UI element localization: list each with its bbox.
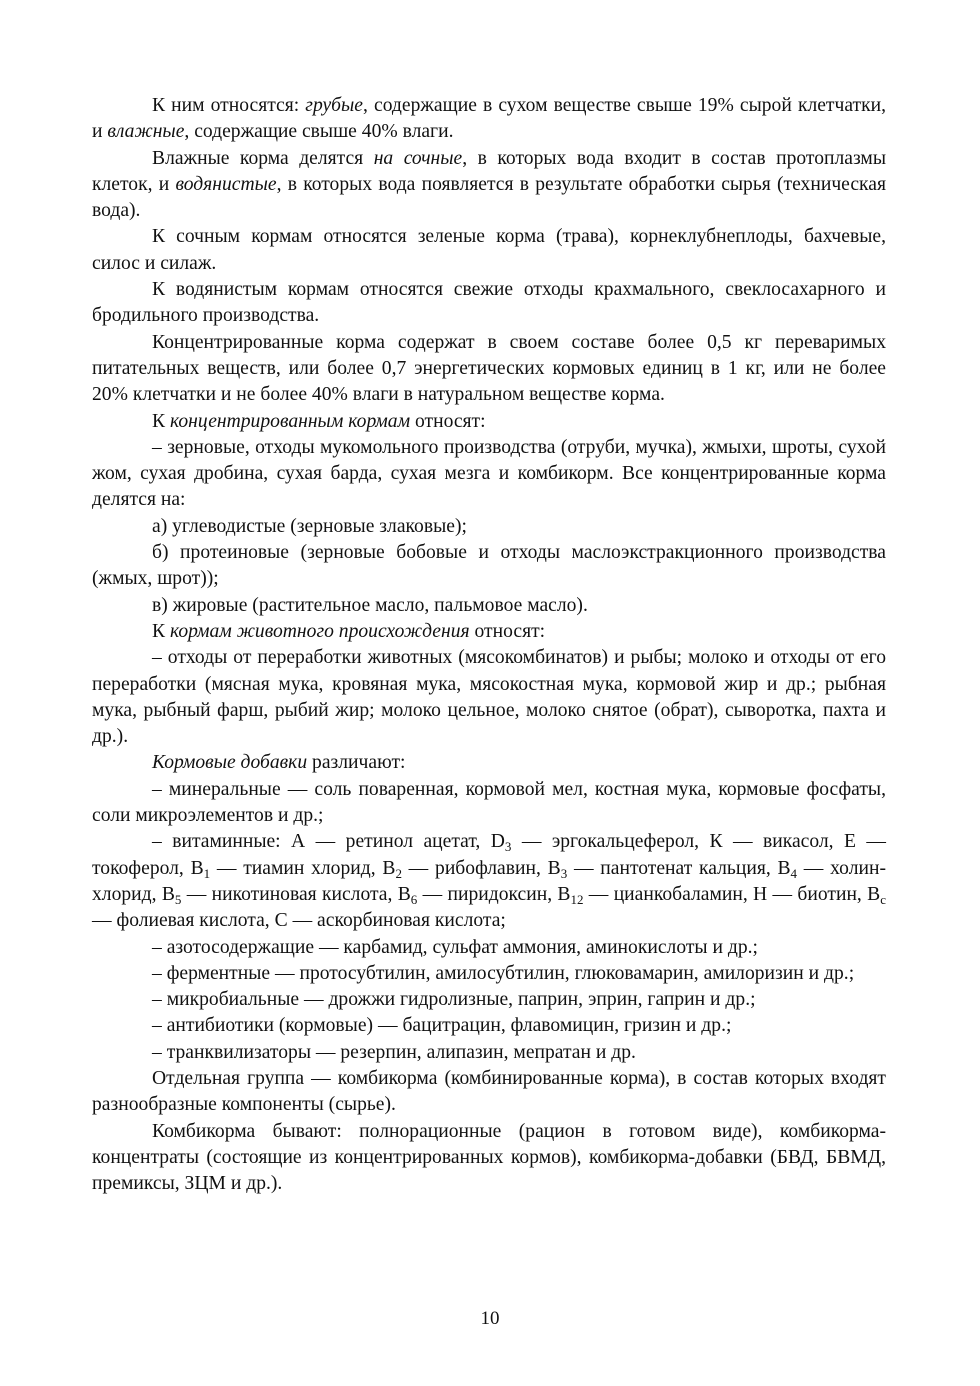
subscript: 6 [410,891,418,907]
page-number: 10 [480,1308,500,1329]
italic-term: концентрированным кормам [169,410,411,432]
paragraph: а) углеводистые (зерновые злаковые); [152,515,467,537]
page-body [92,93,886,1197]
paragraph: К сочным кормам относятся зеленые корма (трава), корнеклубнеплоды, бахчевые, силос и силаж. [92,226,886,274]
paragraph: – азотосодержащие — карбамид, сульфат аммония, аминокислоты и др.; [152,936,758,958]
italic-term: на сочные [373,147,463,169]
paragraph: в) жировые (растительное масло, пальмовое масло). [152,594,588,616]
paragraph: К концентрированным кормам относят: [152,410,486,432]
subscript: 12 [570,891,584,907]
subscript: 1 [203,865,211,881]
subscript: 3 [560,865,568,881]
paragraph: б) протеиновые (зерновые бобовые и отходы маслоэкстракционного производства (жмых, шрот)); [92,542,886,590]
paragraph: Отдельная группа — комбикорма (комбинированные корма), в состав которых входят разнообразные компоненты (сырье). [92,1067,886,1116]
subscript: 3 [504,839,512,855]
paragraph: – отходы от переработки животных (мясокомбинатов) и рыбы; молоко и отходы от его переработки (мясная мука, кровяная мука, мясокостная мука, кормовой жир и др.; рыбная мука, рыбный фарш, рыбий жир; молоко цельное, молоко снятое (обрат), сыворотка, пахта и др.). [92,647,886,748]
paragraph: – антибиотики (кормовые) — бацитрацин, флавомицин, гризин и др.; [152,1015,732,1037]
paragraph: К ним относятся: грубые, содержащие в сухом веществе свыше 19% сырой клетчатки, и влажные, содержащие свыше 40% влаги. [92,95,887,143]
italic-term: водянистые [175,173,277,195]
paragraph: Комбикорма бывают: полнорационные (рацион в готовом виде), комбикорма-концентраты (состоящие из концентрированных кормов), комбикорма-добавки (БВД, БВМД, премиксы, ЗЦМ и др.). [92,1120,886,1195]
paragraph: – витаминные: А — ретинол ацетат, $D_3$ — эргокальцеферол, К — викасол, Е — токоферол, $В_1$ — тиамин хлорид, $В_2$ — рибофлавин, $В_3$ — пантотенат кальция, $В_4$ — холин-хлорид, $В_5$ — никотиновая кислота, $В_6$ — пиридоксин, $В_{12}$ — цианкобаламин, Н — биотин, $В_с$ — фолиевая кислота, С — аскорбиновая кислота; [92,831,886,932]
subscript: 2 [395,865,402,881]
paragraph: – ферментные — протосубтилин, амилосубтилин, глюковамарин, амилоризин и др.; [152,962,855,984]
paragraph: – минеральные — соль поваренная, кормовой мел, костная мука, кормовые фосфаты, соли микроэлементов и др.; [92,778,886,827]
paragraph: – транквилизаторы — резерпин, алипазин, мепратан и др. [152,1041,636,1063]
paragraph: – зерновые, отходы мукомольного производства (отруби, мучка), жмыхи, шроты, сухой жом, сухая дробина, сухая барда, сухая мезга и комбикорм. Все концентрированные корма делятся на: [92,436,886,511]
subscript: 4 [790,865,798,881]
paragraph: Кормовые добавки различают: [152,752,406,774]
subscript: с [880,891,886,907]
paragraph: Концентрированные корма содержат в своем составе более 0,5 кг переваримых питательных веществ, или более 0,7 энергетических кормовых единиц в 1 кг, или не более 20% клетчатки и не более 40% влаги в натуральном веществе корма. [92,331,886,406]
paragraph: К кормам животного происхождения относят: [152,620,546,642]
italic-term: грубые [305,95,363,116]
italic-term: влажные [107,121,185,143]
italic-term: кормам животного происхождения [169,620,470,642]
subscript: 5 [174,891,182,907]
italic-term: Кормовые добавки [152,752,308,774]
paragraph: К водянистым кормам относятся свежие отходы крахмального, свеклосахарного и бродильного производства. [92,279,886,327]
paragraph: Влажные корма делятся на сочные, в которых вода входит в состав протоплазмы клеток, и водянистые, в которых вода появляется в результате обработки сырья (техническая вода). [92,147,886,222]
paragraph: – микробиальные — дрожжи гидролизные, паприн, эприн, гаприн и др.; [152,989,756,1011]
